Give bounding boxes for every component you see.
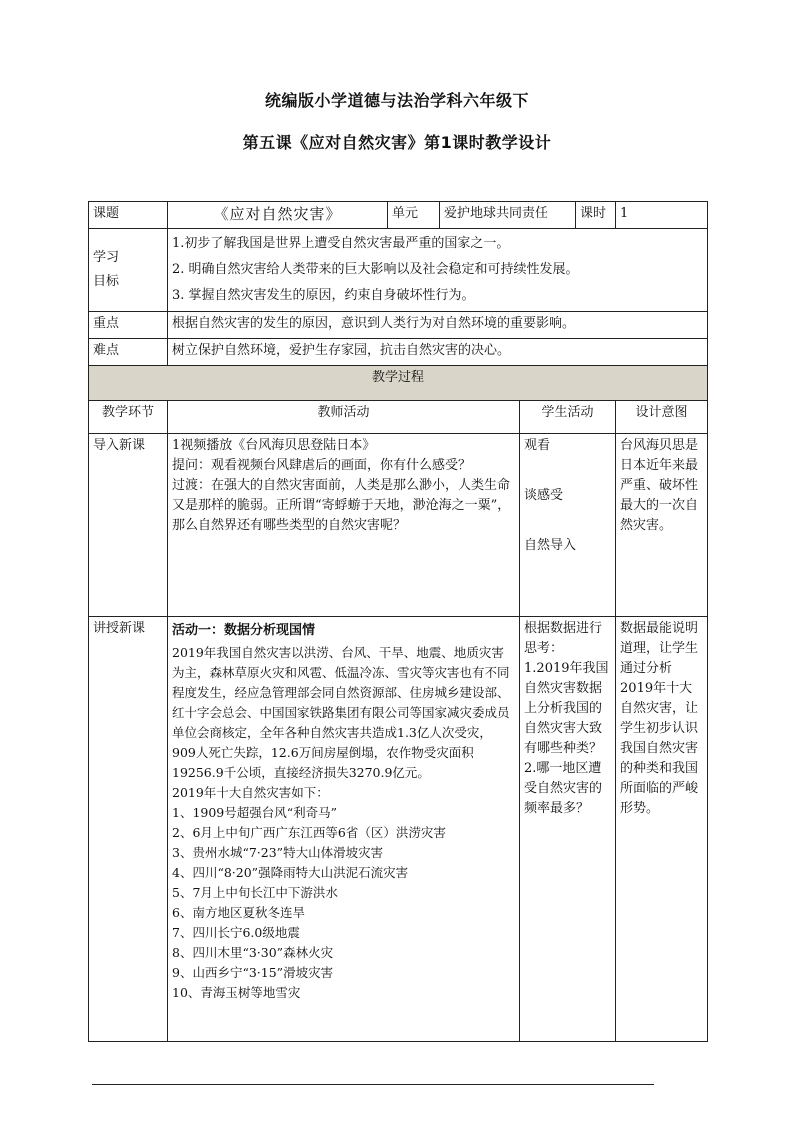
disaster-list-item: 5、7月上中旬长江中下游洪水 <box>172 885 338 900</box>
disaster-list-item: 7、四川长宁6.0级地震 <box>172 925 300 940</box>
teach-student <box>520 617 616 1042</box>
intro-student-line: 自然导入 <box>524 538 577 553</box>
difficulty-text: 树立保护自然环境，爱护生存家园，抗击自然灾害的决心。 <box>168 339 708 366</box>
goals-row <box>89 229 708 312</box>
document-subtitle: 第五课《应对自然灾害》第1课时教学设计 <box>242 133 552 152</box>
activity-paragraph: 2019年我国自然灾害以洪涝、台风、干旱、地震、地质灾害为主，森林草原火灾和风雹、低温冷冻、雪灾等灾害也有不同程度发生，经应急管理部会同自然资源部、住房城乡建设部、红十字会总会、中国国家铁路集团有限公司等国家减灾委成员单位会商核定，全年各种自然灾害共造成1.3亿人次受灾，909人死亡失踪，12.6万间房屋倒塌，农作物受灾面积19256.9千公顷，直接经济损失3270.9亿元。 <box>172 645 510 780</box>
intro-teacher-line: 过渡：在强大的自然灾害面前，人类是那么渺小，人类生命又是那样的脆弱。正所谓“寄蜉蝣于天地，渺沧海之一粟”，那么自然界还有哪些类型的自然灾害呢？ <box>172 478 511 533</box>
disaster-list-item: 9、山西乡宁“3·15”滑坡灾害 <box>172 965 334 980</box>
col-stage-header: 教学环节 <box>89 401 168 434</box>
process-column-headers <box>89 401 708 434</box>
goals-content <box>168 229 708 312</box>
goal-item: 3. 掌握自然灾害发生的原因，约束自身破坏性行为。 <box>172 288 475 303</box>
unit-label: 单元 <box>388 202 440 229</box>
disaster-list-item: 2、6月上中旬广西广东江西等6省（区）洪涝灾害 <box>172 825 446 840</box>
teach-stage: 讲授新课 <box>89 617 168 1042</box>
disaster-list-item: 3、贵州水城“7·23”特大山体滑坡灾害 <box>172 845 384 860</box>
footer-divider <box>92 1084 654 1085</box>
goals-label-line1: 学习 <box>93 250 120 265</box>
topic-value: 《应对自然灾害》 <box>168 202 388 229</box>
period-label: 课时 <box>576 202 616 229</box>
activity-title: 活动一：数据分析现国情 <box>172 623 316 638</box>
teach-student-line: 根据数据进行思考： <box>524 621 603 656</box>
disaster-list-item: 4、四川“8·20”强降雨特大山洪泥石流灾害 <box>172 865 409 880</box>
process-band-label: 教学过程 <box>89 366 708 401</box>
disaster-list-item: 8、四川木里“3·30”森林火灾 <box>172 945 334 960</box>
intro-student-line: 谈感受 <box>524 488 564 503</box>
keypoint-label: 重点 <box>89 312 168 339</box>
teach-student-line: 2.哪一地区遭受自然灾害的频率最多？ <box>524 761 603 816</box>
col-student-header: 学生活动 <box>520 401 616 434</box>
teach-row <box>89 617 708 1042</box>
topic-label: 课题 <box>89 202 168 229</box>
disaster-list-item: 1、1909号超强台风“利奇马” <box>172 805 338 820</box>
intro-teacher-line: 提问：观看视频台风肆虐后的画面，你有什么感受？ <box>172 458 472 473</box>
goal-item: 1.初步了解我国是世界上遭受自然灾害最严重的国家之一。 <box>172 236 510 251</box>
lesson-plan-table <box>88 201 708 1042</box>
document-title: 统编版小学道德与法治学科六年级下 <box>264 91 529 110</box>
disaster-list-item: 10、青海玉树等地雪灾 <box>172 985 301 1000</box>
col-teacher-header: 教师活动 <box>168 401 520 434</box>
teach-teacher <box>168 617 520 1042</box>
intro-student <box>520 434 616 617</box>
teach-design: 数据最能说明道理，让学生通过分析2019年十大自然灾害，让学生初步认识我国自然灾害的种类和我国所面临的严峻形势。 <box>616 617 708 1042</box>
process-band <box>89 366 708 401</box>
intro-row <box>89 434 708 617</box>
unit-value: 爱护地球共同责任 <box>440 202 576 229</box>
disaster-list-intro: 2019年十大自然灾害如下： <box>172 785 329 800</box>
goals-label <box>89 229 168 312</box>
info-row <box>89 202 708 229</box>
intro-student-line: 观看 <box>524 438 551 453</box>
difficulty-row <box>89 339 708 366</box>
teach-student-line: 1.2019年我国自然灾害数据上分析我国的自然灾害大致有哪些种类？ <box>524 661 609 756</box>
difficulty-label: 难点 <box>89 339 168 366</box>
keypoint-text: 根据自然灾害的发生的原因，意识到人类行为对自然环境的重要影响。 <box>168 312 708 339</box>
disaster-list-item: 6、南方地区夏秋冬连旱 <box>172 905 305 920</box>
intro-teacher <box>168 434 520 617</box>
period-value: 1 <box>616 202 708 229</box>
intro-design: 台风海贝思是日本近年来最严重、破坏性最大的一次自然灾害。 <box>616 434 708 617</box>
keypoint-row <box>89 312 708 339</box>
goal-item: 2. 明确自然灾害给人类带来的巨大影响以及社会稳定和可持续性发展。 <box>172 262 579 277</box>
intro-teacher-line: 1视频播放《台风海贝思登陆日本》 <box>172 438 376 453</box>
col-design-header: 设计意图 <box>616 401 708 434</box>
goals-label-line2: 目标 <box>93 274 120 289</box>
intro-stage: 导入新课 <box>89 434 168 617</box>
